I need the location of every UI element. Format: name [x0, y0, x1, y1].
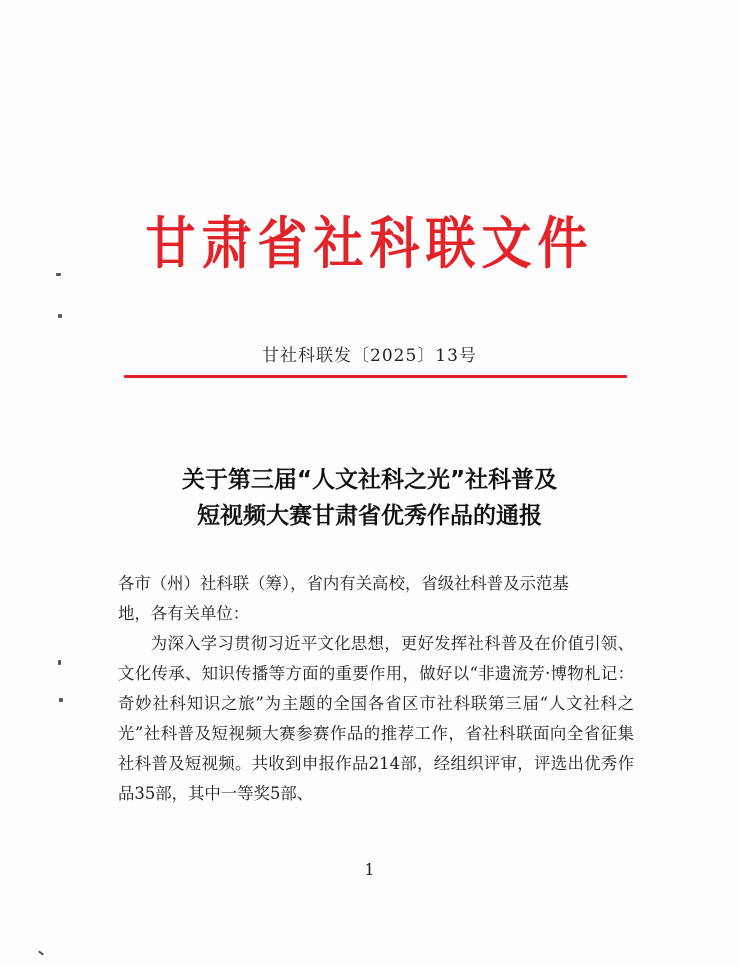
scan-speck: [58, 660, 61, 665]
salutation-line-1: 各市（州）社科联（筹），省内有关高校，省级社科普及示范基: [118, 574, 569, 593]
notice-title-line-2: 短视频大赛甘肃省优秀作品的通报: [197, 503, 542, 529]
red-divider-line: [124, 375, 627, 378]
page-number: 1: [364, 860, 375, 879]
notice-title-line-1: 关于第三届“人文社科之光”社科普及: [181, 467, 558, 493]
scan-speck: [59, 698, 63, 702]
document-number: 甘社科联发〔2025〕13号: [262, 346, 477, 366]
scan-speck: [58, 314, 62, 318]
notice-title: [0, 462, 739, 534]
body-paragraph-1: 为深入学习贯彻习近平文化思想，更好发挥社科普及在价值引领、文化传承、知识传播等方面的重要作用，做好以“非遗流芳·博物札记：奇妙社科知识之旅”为主题的全国各省区市社科联第三届“人文社科之光”社科普及短视频大赛参赛作品的推荐工作，省社科联面向全省征集社科普及短视频。共收到申报作品214部，经组织评审，评选出优秀作品35部，其中一等奖5部、: [118, 634, 634, 803]
notice-body: [118, 569, 634, 809]
scan-speck: [38, 950, 44, 955]
document-header-title: 甘肃省社科联文件: [145, 211, 594, 277]
scan-speck: [56, 273, 61, 276]
salutation-line-2: 地，各有关单位：: [118, 604, 250, 623]
